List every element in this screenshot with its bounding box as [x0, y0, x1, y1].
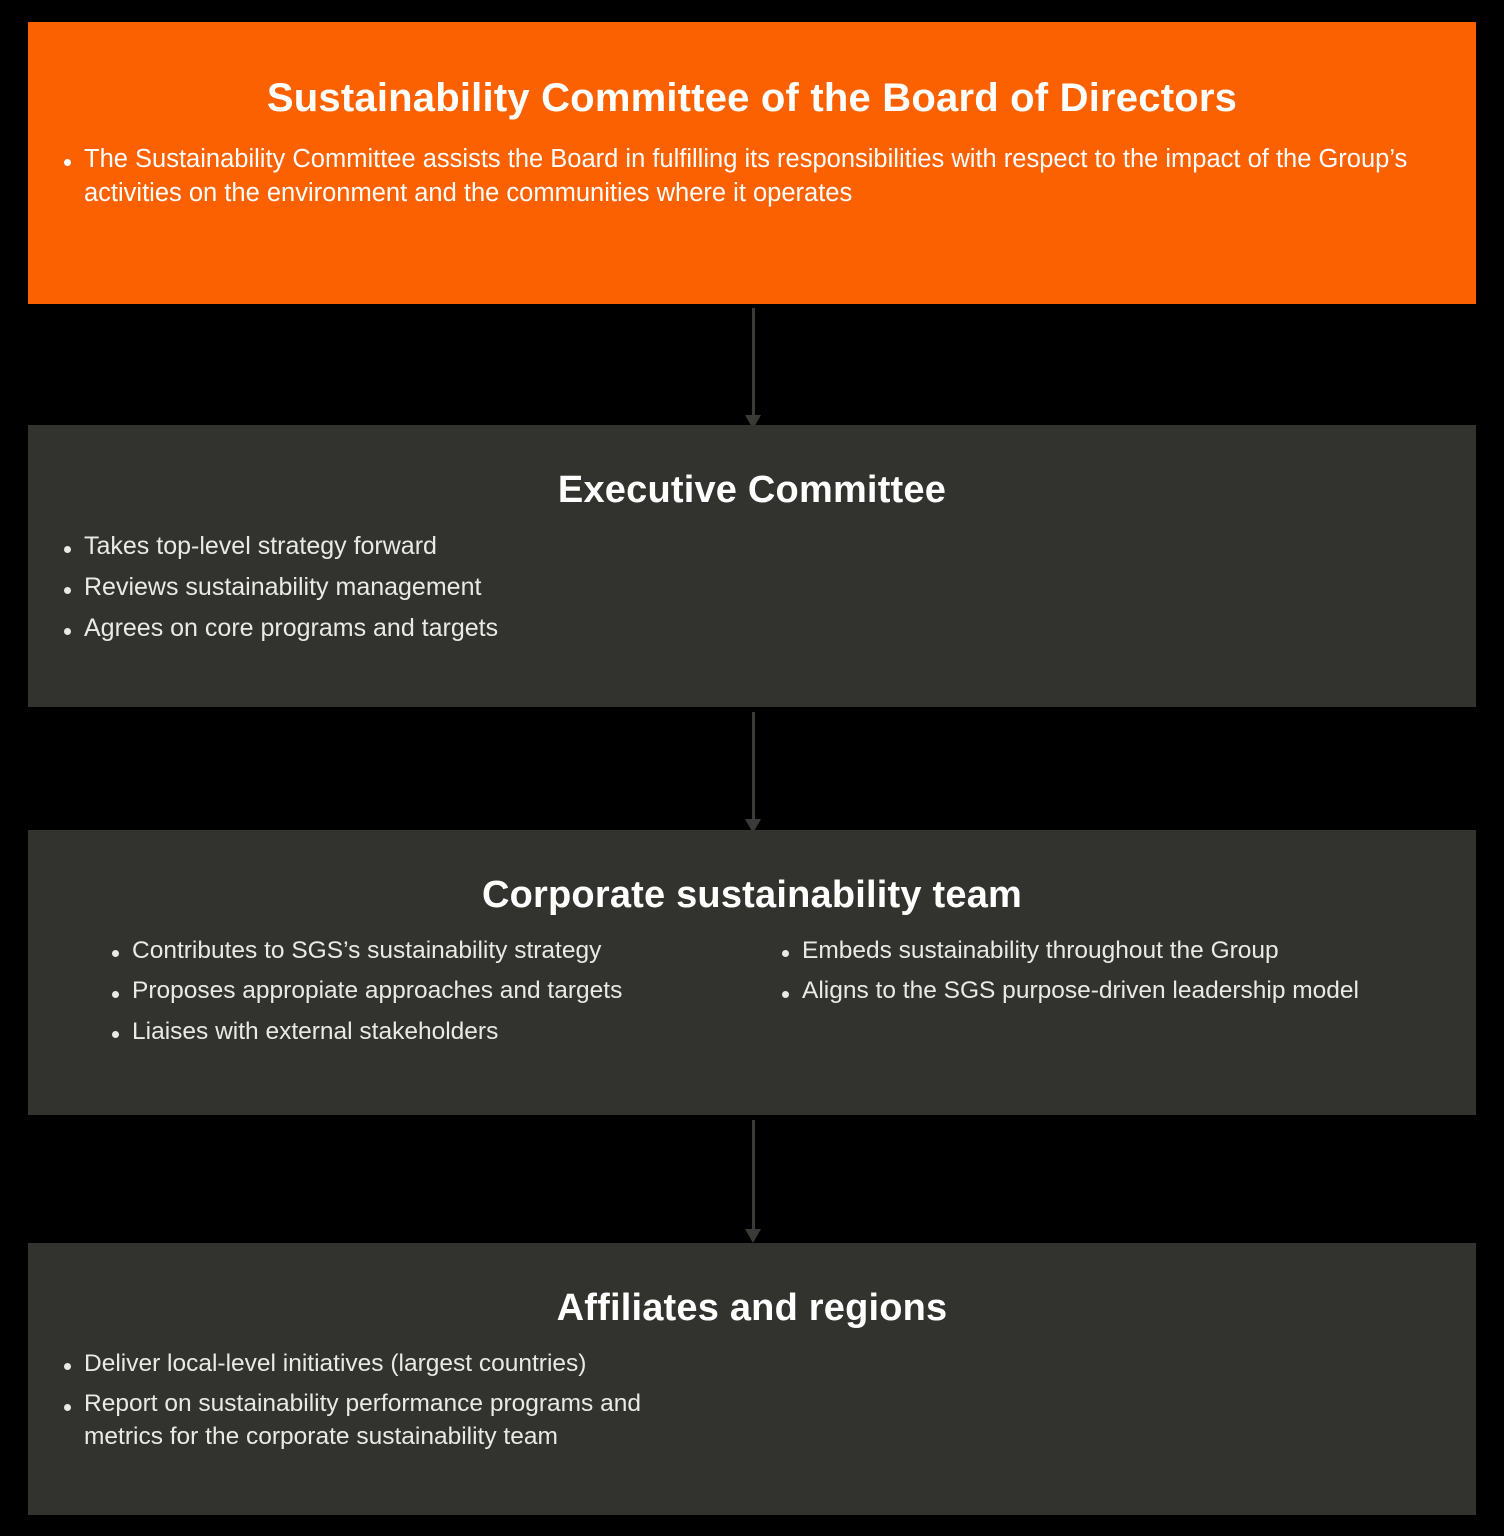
affiliates-and-regions-bullets: [54, 1348, 694, 1453]
list-item: Reviews sustainability management: [54, 571, 594, 604]
list-item: Embeds sustainability throughout the Group: [772, 935, 1402, 967]
list-item: Aligns to the SGS purpose-driven leadership model: [772, 975, 1402, 1007]
box-executive-committee: [28, 425, 1476, 707]
arrow-down-icon-2: [752, 712, 755, 820]
list-item: Agrees on core programs and targets: [54, 612, 594, 645]
box-board-committee: [28, 22, 1476, 304]
list-item: The Sustainability Committee assists the Board in fulfilling its responsibilities with respect to the impact of the Group’s activities on the environment and the communities where it operates: [54, 143, 1450, 210]
arrow-down-icon-3: [752, 1120, 755, 1230]
list-item: Contributes to SGS’s sustainability strategy: [102, 935, 732, 967]
box-affiliates-and-regions: [28, 1243, 1476, 1515]
list-item: Deliver local-level initiatives (largest countries): [54, 1348, 694, 1380]
arrow-down-icon-1: [752, 308, 755, 416]
board-committee-bullets: [54, 143, 1450, 210]
box-corporate-sustainability-team: [28, 830, 1476, 1115]
affiliates-and-regions-title: Affiliates and regions: [556, 1287, 948, 1329]
list-item: Liaises with external stakeholders: [102, 1016, 732, 1048]
list-item: Proposes appropiate approaches and targets: [102, 975, 732, 1007]
corporate-team-bullets-right: [772, 935, 1402, 1008]
list-item: Report on sustainability performance programs and metrics for the corporate sustainability team: [54, 1388, 694, 1453]
list-item: Takes top-level strategy forward: [54, 530, 594, 563]
corporate-team-bullets-left: [102, 935, 732, 1048]
executive-committee-bullets: [54, 530, 594, 645]
board-committee-title: Sustainability Committee of the Board of Directors: [266, 76, 1238, 120]
executive-committee-title: Executive Committee: [557, 469, 947, 511]
corporate-sustainability-team-title: Corporate sustainability team: [481, 874, 1023, 916]
corporate-team-columns: [54, 935, 1450, 1056]
